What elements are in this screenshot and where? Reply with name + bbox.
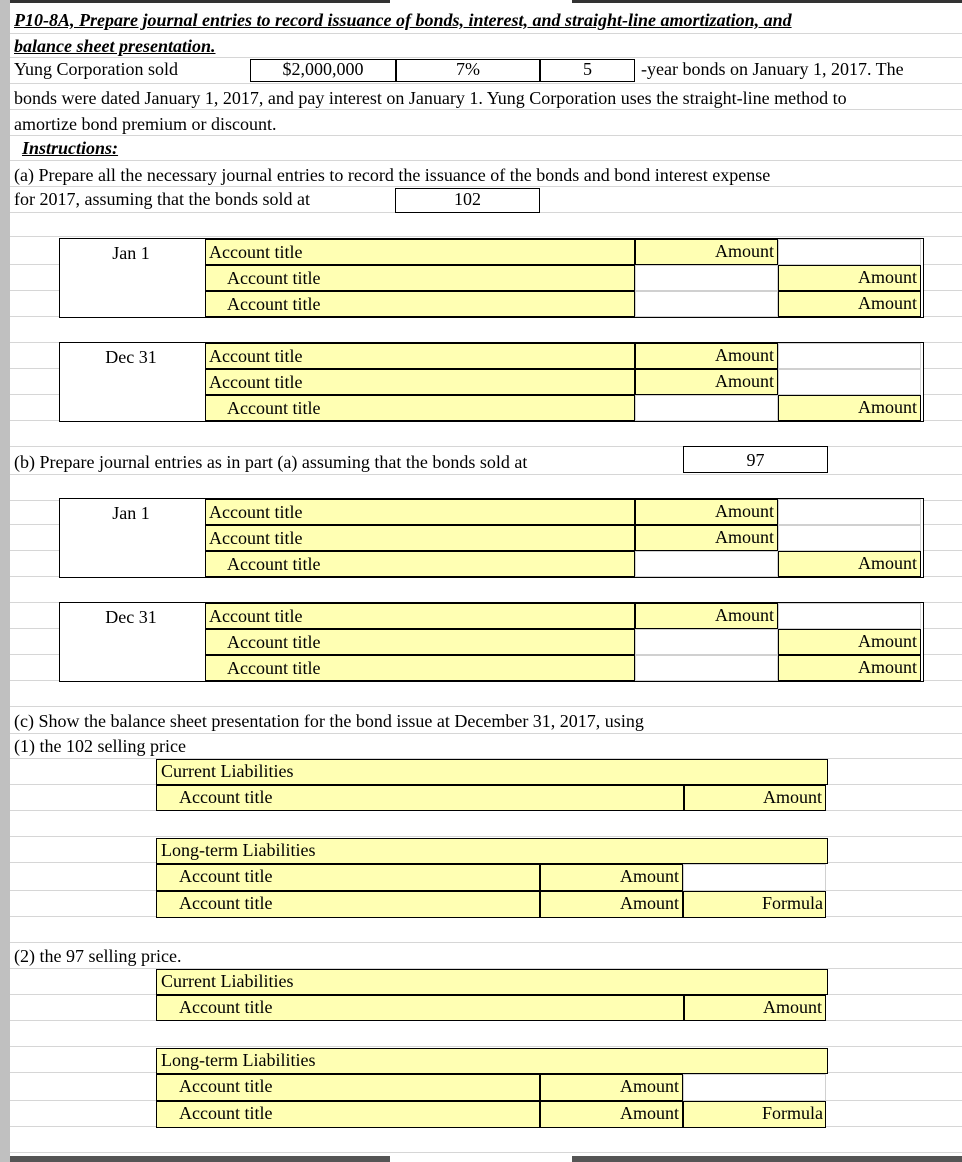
current-liabilities-label: Current Liabilities	[161, 761, 294, 781]
account-title-text: Account title	[209, 372, 303, 392]
amount-text: Amount	[762, 787, 822, 807]
part-c-prompt: (c) Show the balance sheet presentation for the bond issue at December 31, 2017, using	[14, 711, 644, 731]
gridline	[10, 33, 962, 34]
account-title-text: Account title	[209, 242, 303, 262]
debit-amount-text: Amount	[714, 501, 774, 521]
entry-date: Dec 31	[105, 347, 157, 367]
left-gutter	[0, 0, 10, 1162]
gridline	[10, 236, 962, 237]
instructions-label: Instructions:	[22, 138, 119, 158]
formula-text: Formula	[762, 893, 823, 913]
gridline	[10, 836, 962, 837]
current-liabilities-label: Current Liabilities	[161, 971, 294, 991]
debit-amount-input[interactable]	[635, 265, 778, 291]
intro-line2: bonds were dated January 1, 2017, and pay interest on January 1. Yung Corporation uses the straight-line method to	[14, 88, 847, 108]
gridline	[10, 1046, 962, 1047]
page-title-line2: balance sheet presentation.	[14, 36, 216, 56]
account-title-text: Account title	[179, 866, 273, 886]
amount-text: Amount	[619, 866, 679, 886]
debit-amount-input[interactable]	[635, 655, 778, 681]
debit-amount-text: Amount	[714, 527, 774, 547]
account-title-text: Account title	[227, 632, 321, 652]
debit-amount-input[interactable]	[635, 551, 778, 577]
credit-amount-text: Amount	[857, 397, 917, 417]
account-title-text: Account title	[227, 658, 321, 678]
credit-amount-input[interactable]	[778, 499, 921, 525]
bottom-bar-left	[10, 1156, 390, 1162]
debit-amount-text: Amount	[714, 241, 774, 261]
credit-amount-text: Amount	[857, 553, 917, 573]
part-b-prompt: (b) Prepare journal entries as in part (a) assuming that the bonds sold at	[14, 452, 528, 472]
account-title-text: Account title	[227, 554, 321, 574]
debit-amount-input[interactable]	[635, 629, 778, 655]
intro-line3: amortize bond premium or discount.	[14, 114, 277, 134]
long-term-liabilities-label: Long-term Liabilities	[161, 840, 316, 860]
long-term-liabilities-label: Long-term Liabilities	[161, 1050, 316, 1070]
account-title-text: Account title	[227, 398, 321, 418]
intro-text: Yung Corporation sold	[14, 59, 178, 79]
gridline	[10, 733, 962, 734]
gridline	[10, 83, 962, 84]
credit-amount-input[interactable]	[778, 239, 921, 265]
part-c-sub1: (1) the 102 selling price	[14, 736, 186, 756]
entry-date: Dec 31	[105, 607, 157, 627]
gridline	[10, 706, 962, 707]
face-value: $2,000,000	[282, 59, 364, 79]
rate-value: 7%	[456, 59, 480, 79]
credit-amount-text: Amount	[857, 657, 917, 677]
gridline	[10, 942, 962, 943]
account-title-text: Account title	[209, 502, 303, 522]
top-bar-right	[572, 0, 962, 3]
bottom-bar-right	[572, 1156, 962, 1162]
part-a-prompt-line2: for 2017, assuming that the bonds sold at	[14, 189, 310, 209]
part-a-price: 102	[454, 189, 481, 209]
credit-amount-input[interactable]	[778, 369, 921, 395]
account-title-text: Account title	[179, 893, 273, 913]
gridline	[10, 474, 962, 475]
gridline	[10, 186, 962, 187]
blank-cell	[683, 864, 826, 891]
page-title: P10-8A, Prepare journal entries to record issuance of bonds, interest, and straight-line amortization, and	[14, 10, 792, 30]
account-title-text: Account title	[179, 1076, 273, 1096]
entry-date: Jan 1	[112, 503, 150, 523]
account-title-text: Account title	[209, 528, 303, 548]
account-title-text: Account title	[209, 346, 303, 366]
gridline	[10, 109, 962, 110]
credit-amount-input[interactable]	[778, 603, 921, 629]
account-title-text: Account title	[209, 606, 303, 626]
debit-amount-input[interactable]	[635, 291, 778, 317]
amount-text: Amount	[619, 1103, 679, 1123]
credit-amount-text: Amount	[857, 631, 917, 651]
amount-text: Amount	[619, 893, 679, 913]
gridline	[10, 135, 962, 136]
amount-text: Amount	[619, 1076, 679, 1096]
amount-text: Amount	[762, 997, 822, 1017]
debit-amount-text: Amount	[714, 605, 774, 625]
account-title-text: Account title	[179, 1103, 273, 1123]
debit-amount-input[interactable]	[635, 395, 778, 421]
account-title-text: Account title	[227, 268, 321, 288]
formula-text: Formula	[762, 1103, 823, 1123]
top-bar-left	[10, 0, 390, 3]
account-title-text: Account title	[179, 997, 273, 1017]
credit-amount-input[interactable]	[778, 343, 921, 369]
part-c-sub2: (2) the 97 selling price.	[14, 946, 182, 966]
intro-suffix: -year bonds on January 1, 2017. The	[641, 59, 904, 79]
debit-amount-text: Amount	[714, 371, 774, 391]
gridline	[10, 1152, 962, 1153]
part-a-prompt: (a) Prepare all the necessary journal entries to record the issuance of the bonds and bond interest expense	[14, 165, 771, 185]
gridline	[10, 160, 962, 161]
credit-amount-input[interactable]	[778, 525, 921, 551]
credit-amount-text: Amount	[857, 267, 917, 287]
credit-amount-text: Amount	[857, 293, 917, 313]
part-b-price: 97	[746, 450, 765, 470]
years-value: 5	[583, 59, 592, 79]
account-title-text: Account title	[227, 294, 321, 314]
blank-cell	[683, 1074, 826, 1101]
account-title-text: Account title	[179, 787, 273, 807]
entry-date: Jan 1	[112, 243, 150, 263]
debit-amount-text: Amount	[714, 345, 774, 365]
